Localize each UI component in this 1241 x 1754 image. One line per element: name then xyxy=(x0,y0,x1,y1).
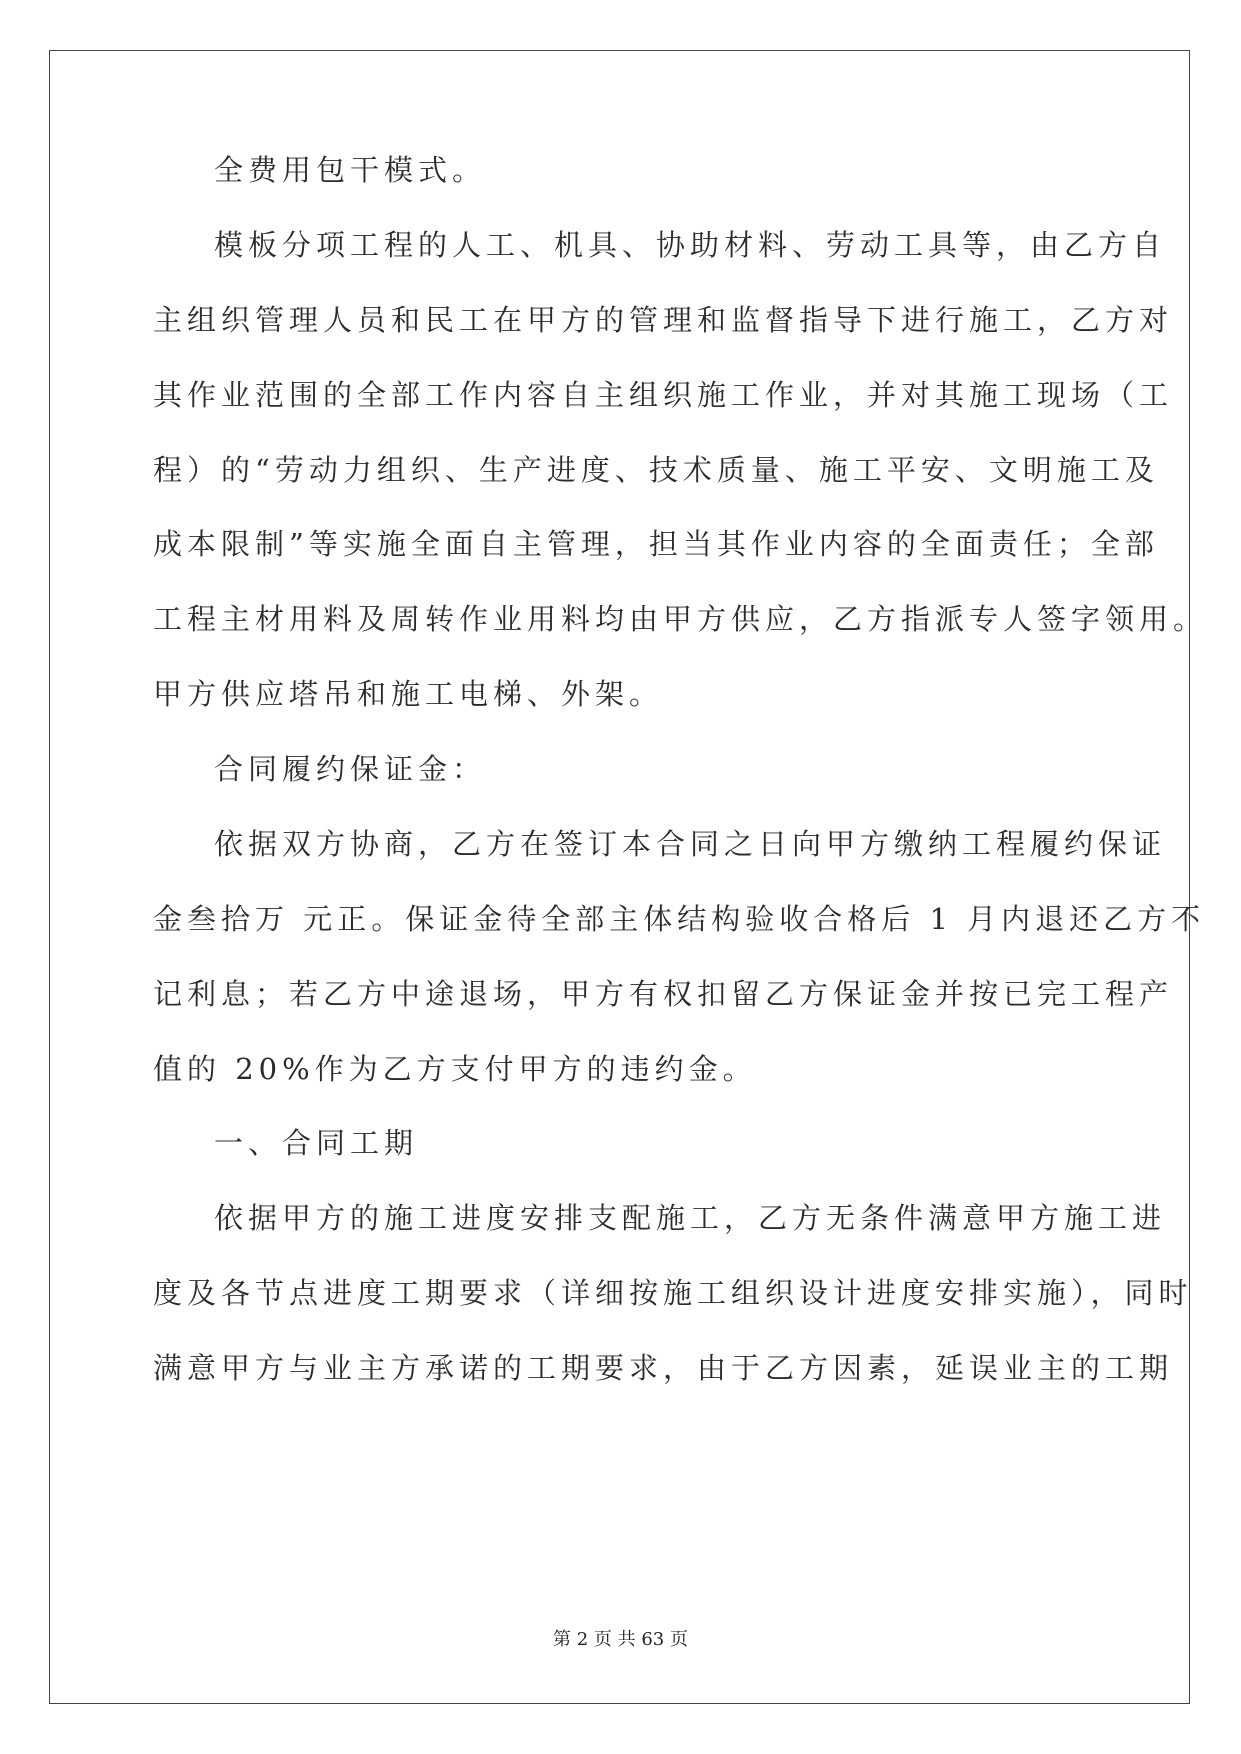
paragraph-line: 甲方供应塔吊和施工电梯、外架。 xyxy=(153,677,664,711)
page-number-footer: 第 2 页 共 63 页 xyxy=(553,1629,688,1650)
section-heading: 一、合同工期 xyxy=(214,1126,419,1160)
paragraph-line: 全费用包干模式。 xyxy=(214,153,487,187)
paragraph-line: 度及各节点进度工期要求（详细按施工组织设计进度安排实施），同时 xyxy=(153,1276,1193,1310)
section-heading: 合同履约保证金： xyxy=(214,752,487,786)
paragraph-line: 主组织管理人员和民工在甲方的管理和监督指导下进行施工，乙方对 xyxy=(153,303,1174,337)
paragraph-line: 金叁拾万 元正。保证金待全部主体结构验收合格后 1 月内退还乙方不 xyxy=(153,902,1206,936)
paragraph-line: 满意甲方与业主方承诺的工期要求，由于乙方因素，延误业主的工期 xyxy=(153,1351,1174,1385)
paragraph-line: 成本限制”等实施全面自主管理，担当其作业内容的全面责任；全部 xyxy=(153,527,1159,561)
paragraph-line: 依据双方协商，乙方在签订本合同之日向甲方缴纳工程履约保证 xyxy=(214,827,1167,861)
paragraph-line: 依据甲方的施工进度安排支配施工，乙方无条件满意甲方施工进 xyxy=(214,1201,1167,1235)
paragraph-line: 值的 20%作为乙方支付甲方的违约金。 xyxy=(153,1052,757,1086)
paragraph-line: 其作业范围的全部工作内容自主组织施工作业，并对其施工现场（工 xyxy=(153,378,1174,412)
page-border xyxy=(49,50,1208,1704)
paragraph-line: 模板分项工程的人工、机具、协助材料、劳动工具等，由乙方自 xyxy=(214,228,1167,262)
paragraph-line: 记利息；若乙方中途退场，甲方有权扣留乙方保证金并按已完工程产 xyxy=(153,977,1174,1011)
paragraph-line: 程）的“劳动力组织、生产进度、技术质量、施工平安、文明施工及 xyxy=(153,453,1159,487)
paragraph-line: 工程主材用料及周转作业用料均由甲方供应，乙方指派专人签字领用。 xyxy=(153,602,1208,636)
